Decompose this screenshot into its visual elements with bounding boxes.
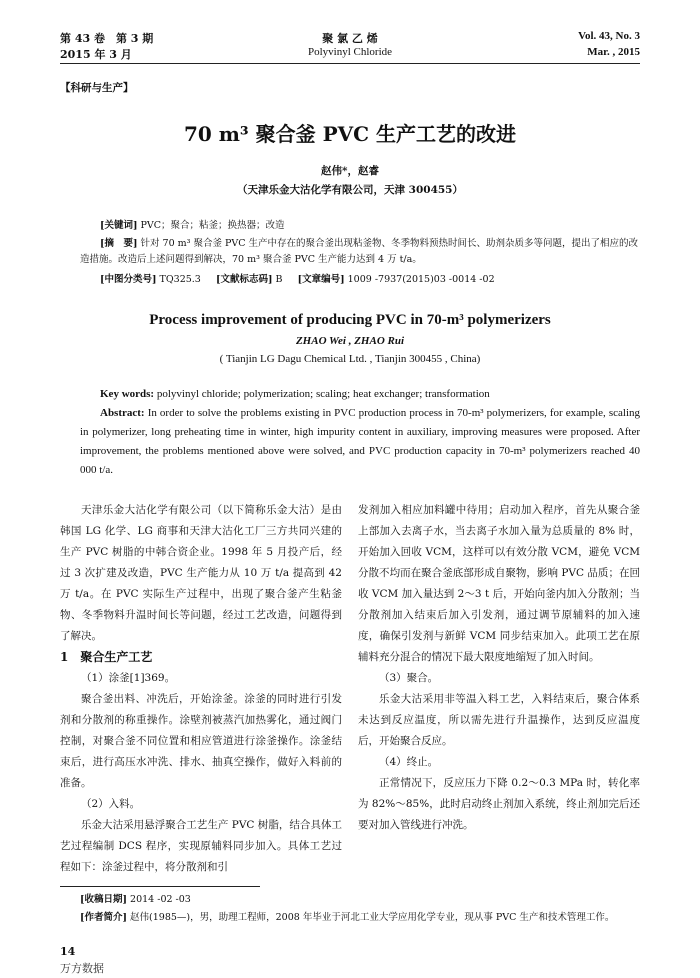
abstract-cn — [80, 236, 640, 268]
keywords-en-label: Key words: — [100, 388, 155, 400]
body-right-column — [358, 500, 640, 836]
art-label: [文章编号] — [297, 274, 345, 285]
header-journal-en: Polyvinyl Chloride — [307, 46, 393, 58]
header-vol-en: Vol. 43, No. 3 — [578, 30, 640, 42]
section-1-heading: 1 聚合生产工艺 — [60, 650, 153, 664]
sub4-paragraph: 正常情况下，反应压力下降 0.2～0.3 MPa 时，转化率为 82%～85%，此时启动终止剂加入系统，终止剂加完后还要对加入管线进行冲洗。 — [358, 777, 640, 831]
column-label: 【科研与生产】 — [60, 82, 134, 94]
author-note-label: [作者简介] — [80, 912, 127, 923]
keywords-cn — [100, 218, 640, 234]
keywords-cn-text: PVC；聚合；粘釜；换热器；改造 — [140, 220, 285, 231]
abstract-en-label: Abstract: — [100, 407, 145, 419]
header-journal-cn: 聚 氯 乙 烯 — [322, 32, 378, 45]
body-left-column — [60, 500, 342, 878]
author-note-value: 赵伟(1985—)，男，助理工程师，2008 年毕业于河北工业大学应用化学专业，现从事 PVC 生产和技术管理工作。 — [130, 912, 615, 923]
header-rule — [60, 63, 640, 64]
abstract-cn-label: [摘 要] — [100, 238, 138, 249]
header-date-en: Mar. , 2015 — [587, 46, 640, 58]
title-en: Process improvement of producing PVC in 70-m³ polymerizers — [149, 312, 551, 328]
keywords-cn-label: [关键词] — [100, 220, 138, 231]
authors-cn: 赵伟*，赵睿 — [321, 165, 379, 177]
affiliation-cn: （天津乐金大沽化学有限公司，天津 300455） — [237, 184, 463, 196]
clc-value: TQ325.3 — [159, 274, 201, 285]
keywords-en-text: polyvinyl chloride; polymerization; scaling; heat exchanger; transformation — [156, 388, 490, 400]
abstract-cn-text: 针对 70 m³ 聚合釜 PVC 生产中存在的聚合釜出现粘釜物、冬季物料预热时间长、助剂杂质多等问题，提出了相应的改造措施。改造后上述问题得到解决，70 m³ 聚合釜 PVC 生产能力达到 4 万 t/a。 — [80, 238, 639, 265]
watermark: 万方数据 — [60, 962, 104, 975]
footnote-author — [60, 910, 640, 926]
keywords-en — [100, 385, 640, 404]
doc-label: [文献标志码] — [215, 274, 273, 285]
header-date: 2015 年 3 月 — [60, 48, 132, 61]
intro-paragraph: 天津乐金大沽化学有限公司（以下简称乐金大沽）是由韩国 LG 化学、LG 商事和天津大沽化工厂三方共同兴建的生产 PVC 树脂的中韩合资企业。1998 年 5 月投产后，经过 3 次扩建及改造，PVC 生产能力从 10 万 t/a 提高到 42 万 t/a。在 PVC 实际生产过程中，出现了聚合釜产生粘釜物、冬季物料升温时间长等问题，经过工艺改造，问题得到了解决。 — [60, 504, 342, 642]
sub4-heading: （4）终止。 — [379, 756, 439, 768]
sub2-heading: （2）入料。 — [81, 798, 141, 810]
page-number: 14 — [60, 945, 76, 958]
doc-value: B — [275, 274, 283, 285]
affiliation-en: ( Tianjin LG Dagu Chemical Ltd. , Tianjin 300455 , China) — [219, 353, 481, 365]
title-cn: 70 m³ 聚合釜 PVC 生产工艺的改进 — [183, 122, 517, 146]
art-value: 1009 -7937(2015)03 -0014 -02 — [347, 274, 495, 285]
sub3-heading: （3）聚合。 — [379, 672, 439, 684]
cont-paragraph: 发剂加入相应加料罐中待用；启动加入程序，首先从聚合釜上部加入去离子水，当去离子水加入量为总质量的 8% 时，开始加入回收 VCM，这样可以有效分散 VCM，避免 VCM 分散不均而在聚合釜底部形成自聚物，影响 PVC 品质；在回收 VCM 加入量达到 2～3 t 后，开始向釜内加入分散剂；当分散剂加入结束后加入引发剂，通过调节原辅料的加入速度，确保引发剂与新鲜 VCM 同步结束加入。此项工艺在原辅料充分混合的情况下最大限度地缩短了加入时间。 — [358, 504, 640, 663]
received-value: 2014 -02 -03 — [130, 894, 191, 905]
sub3-paragraph: 乐金大沽采用非等温入料工艺，入料结束后，聚合体系未达到反应温度，所以需先进行升温操作，达到反应温度后，开始聚合反应。 — [358, 693, 640, 747]
classification — [100, 272, 640, 288]
received-label: [收稿日期] — [80, 894, 127, 905]
header-volume: 第 43 卷 第 3 期 — [60, 32, 154, 45]
authors-en: ZHAO Wei , ZHAO Rui — [295, 335, 405, 347]
abstract-en — [80, 404, 640, 480]
sub1-paragraph: 聚合釜出料、冲洗后，开始涂釜。涂釜的同时进行引发剂和分散剂的称重操作。涂壁剂被蒸汽加热雾化，通过阀门控制，对聚合釜不同位置和相应管道进行涂釜操作。涂釜结束后，进行高压水冲洗、排水、抽真空操作，做好入料前的准备。 — [60, 693, 342, 789]
clc-label: [中图分类号] — [100, 274, 157, 285]
sub2-paragraph: 乐金大沽采用悬浮聚合工艺生产 PVC 树脂，结合具体工艺过程编制 DCS 程序，实现原辅料同步加入。具体工艺过程如下：涂釜过程中，将分散剂和引 — [60, 819, 342, 873]
footnote-rule — [60, 886, 260, 887]
sub1-heading: （1）涂釜[1]369。 — [81, 672, 176, 684]
footnote-received — [80, 892, 640, 908]
abstract-en-text: In order to solve the problems existing in PVC production process in 70-m³ polymerizers, for example, scaling in polymerizer, long preheating time in winter, high impurity content in auxiliary, improving measures were proposed. After improvement, the problems mentioned above were solved, and PVC production capacity in 70-m³ polymerizers reached 40 000 t/a. — [80, 407, 641, 476]
